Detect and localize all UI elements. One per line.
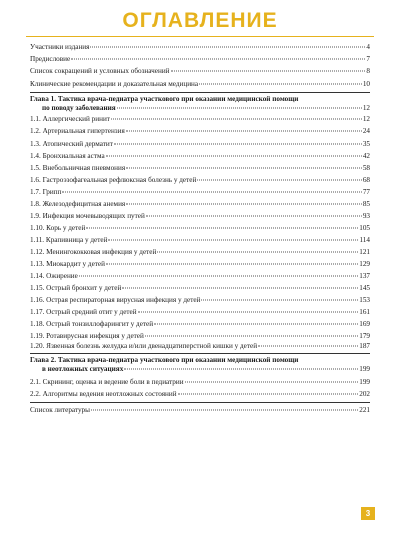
section-divider: [30, 402, 370, 403]
toc-entry[interactable]: [30, 140, 370, 150]
toc-entry-preface[interactable]: [30, 55, 370, 65]
toc-entry-label: 2.1. Скрининг, оценка и ведение боли в педиатрии: [30, 378, 184, 386]
section-divider: [30, 353, 370, 354]
toc-entry-page: 221: [359, 406, 370, 414]
dot-leader: [71, 59, 365, 60]
toc-entry[interactable]: [30, 342, 370, 352]
toc-entry-references[interactable]: [30, 406, 370, 416]
dot-leader: [91, 410, 358, 411]
toc-entry-page: 187: [359, 342, 370, 350]
toc-entry-page: 77: [362, 188, 370, 196]
toc-entry-label: Список литературы: [30, 406, 90, 414]
dot-leader: [106, 264, 358, 265]
toc-entry-page: 161: [359, 308, 370, 316]
toc-entry-page: 58: [362, 164, 370, 172]
dot-leader: [126, 131, 362, 132]
toc-entry-abbreviations[interactable]: [30, 67, 370, 77]
toc-entry-label: 2.2. Алгоритмы ведения неотложных состояний: [30, 390, 177, 398]
toc-entry[interactable]: [30, 272, 370, 282]
toc-entry-label: 1.1. Аллергический ринит: [30, 115, 110, 123]
toc-entry-label: в неотложных ситуациях: [42, 365, 124, 373]
toc-entry[interactable]: [30, 164, 370, 174]
dot-leader: [145, 336, 358, 337]
toc-entry-label: 1.8. Железодефицитная анемия: [30, 200, 126, 208]
toc-entry[interactable]: [30, 224, 370, 234]
toc-entry-page: 199: [359, 378, 370, 386]
dot-leader: [138, 312, 359, 313]
toc-entry-label: 1.18. Острый тонзиллофарингит у детей: [30, 320, 154, 328]
toc-entry[interactable]: [30, 332, 370, 342]
toc-entry-label: Список сокращений и условных обозначений: [30, 67, 170, 75]
dot-leader: [111, 119, 362, 120]
toc-entry-label: 1.20. Язвенная болезнь желудка и/или двенадцатиперстной кишки у детей: [30, 342, 258, 350]
toc-entry-label: 1.2. Артериальная гипертензия: [30, 127, 125, 135]
dot-leader: [126, 204, 362, 205]
toc-entry-label: 1.17. Острый средний отит у детей: [30, 308, 137, 316]
dot-leader: [178, 394, 359, 395]
toc-entry-page: 42: [362, 152, 370, 160]
toc-entry-label: 1.7. Грипп: [30, 188, 62, 196]
dot-leader: [199, 84, 362, 85]
chapter-2-heading-line2[interactable]: [42, 365, 370, 375]
toc-entry-page: 121: [359, 248, 370, 256]
toc-entry[interactable]: [30, 248, 370, 258]
toc-entry-page: 12: [362, 115, 370, 123]
toc-entry-page: 93: [362, 212, 370, 220]
toc-entry-page: 169: [359, 320, 370, 328]
chapter-1-heading[interactable]: Глава 1. Тактика врача-педиатра участкового при оказании медицинской помощи: [30, 95, 299, 103]
dot-leader: [201, 300, 358, 301]
toc-entry-page: 35: [362, 140, 370, 148]
dot-leader: [258, 346, 358, 347]
dot-leader: [126, 168, 362, 169]
dot-leader: [79, 276, 358, 277]
chapter-2-heading[interactable]: Глава 2. Тактика врача-педиатра участкового при оказании медицинской помощи: [30, 356, 299, 364]
dot-leader: [171, 71, 366, 72]
toc-entry-page: 24: [362, 127, 370, 135]
toc-entry[interactable]: [30, 236, 370, 246]
toc-entry-page: 12: [362, 104, 370, 112]
toc-entry[interactable]: [30, 390, 370, 400]
toc-entry[interactable]: [30, 212, 370, 222]
toc-entry[interactable]: [30, 152, 370, 162]
toc-entry-page: 179: [359, 332, 370, 340]
toc-entry-label: 1.9. Инфекция мочевыводящих путей: [30, 212, 145, 220]
dot-leader: [86, 228, 358, 229]
toc-entry-page: 114: [359, 236, 370, 244]
toc-entry[interactable]: [30, 188, 370, 198]
toc-entry-label: Предисловие: [30, 55, 71, 63]
toc-entry-label: по поводу заболевания: [42, 104, 116, 112]
dot-leader: [114, 144, 362, 145]
toc-entry[interactable]: [30, 378, 370, 388]
toc-entry[interactable]: [30, 308, 370, 318]
toc-entry[interactable]: [30, 296, 370, 306]
toc-entry-label: 1.3. Атопический дерматит: [30, 140, 113, 148]
toc-entry-label: 1.13. Миокардит у детей: [30, 260, 105, 268]
dot-leader: [154, 324, 358, 325]
toc-entry-page: 8: [366, 67, 370, 75]
toc-entry-page: 85: [362, 200, 370, 208]
toc-entry-label: 1.10. Корь у детей: [30, 224, 86, 232]
toc-entry-contributors[interactable]: [30, 43, 370, 53]
dot-leader: [146, 216, 362, 217]
toc-entry-page: 10: [362, 80, 370, 88]
toc-entry[interactable]: [30, 284, 370, 294]
toc-entry-page: 137: [359, 272, 370, 280]
chapter-1-heading-line2[interactable]: [42, 104, 370, 114]
dot-leader: [62, 192, 361, 193]
toc-entry-label: 1.4. Бронхиальная астма: [30, 152, 105, 160]
toc-entry-page: 4: [366, 43, 370, 51]
toc-entry[interactable]: [30, 320, 370, 330]
dot-leader: [90, 47, 365, 48]
toc-entry-label: 1.16. Острая респираторная вирусная инфекция у детей: [30, 296, 201, 304]
toc-entry[interactable]: [30, 200, 370, 210]
toc-entry-label: 1.5. Внебольничная пневмония: [30, 164, 126, 172]
toc-entry[interactable]: [30, 176, 370, 186]
toc-entry-page: 105: [359, 224, 370, 232]
toc-entry-page: 202: [359, 390, 370, 398]
toc-entry[interactable]: [30, 260, 370, 270]
dot-leader: [108, 240, 358, 241]
toc-entry-label: 1.12. Менингококковая инфекция у детей: [30, 248, 157, 256]
toc-entry[interactable]: [30, 115, 370, 125]
toc-entry-page: 129: [359, 260, 370, 268]
dot-leader: [124, 369, 358, 370]
dot-leader: [122, 288, 358, 289]
page-number: 3: [361, 507, 375, 520]
toc-entry-label: Клинические рекомендации и доказательная медицина: [30, 80, 199, 88]
toc-entry-page: 199: [359, 365, 370, 373]
dot-leader: [106, 156, 362, 157]
toc-entry-page: 145: [359, 284, 370, 292]
dot-leader: [185, 382, 359, 383]
toc-entry-page: 68: [362, 176, 370, 184]
toc-entry-page: 153: [359, 296, 370, 304]
toc-entry-page: 7: [366, 55, 370, 63]
page-title: ОГЛАВЛЕНИЕ: [122, 9, 278, 32]
toc-entry-label: 1.6. Гастроэзофагеальная рефлюксная болезнь у детей: [30, 176, 197, 184]
dot-leader: [157, 252, 358, 253]
toc-entry-label: 1.14. Ожирение: [30, 272, 78, 280]
toc-entry-label: Участники издания: [30, 43, 90, 51]
toc-entry-label: 1.15. Острый бронхит у детей: [30, 284, 122, 292]
toc-entry-label: 1.11. Крапивница у детей: [30, 236, 108, 244]
section-divider: [30, 92, 370, 93]
toc-entry[interactable]: [30, 127, 370, 137]
toc-entry-label: 1.19. Ротавирусная инфекция у детей: [30, 332, 144, 340]
dot-leader: [117, 108, 362, 109]
dot-leader: [197, 180, 362, 181]
toc-entry-guidelines[interactable]: [30, 80, 370, 90]
